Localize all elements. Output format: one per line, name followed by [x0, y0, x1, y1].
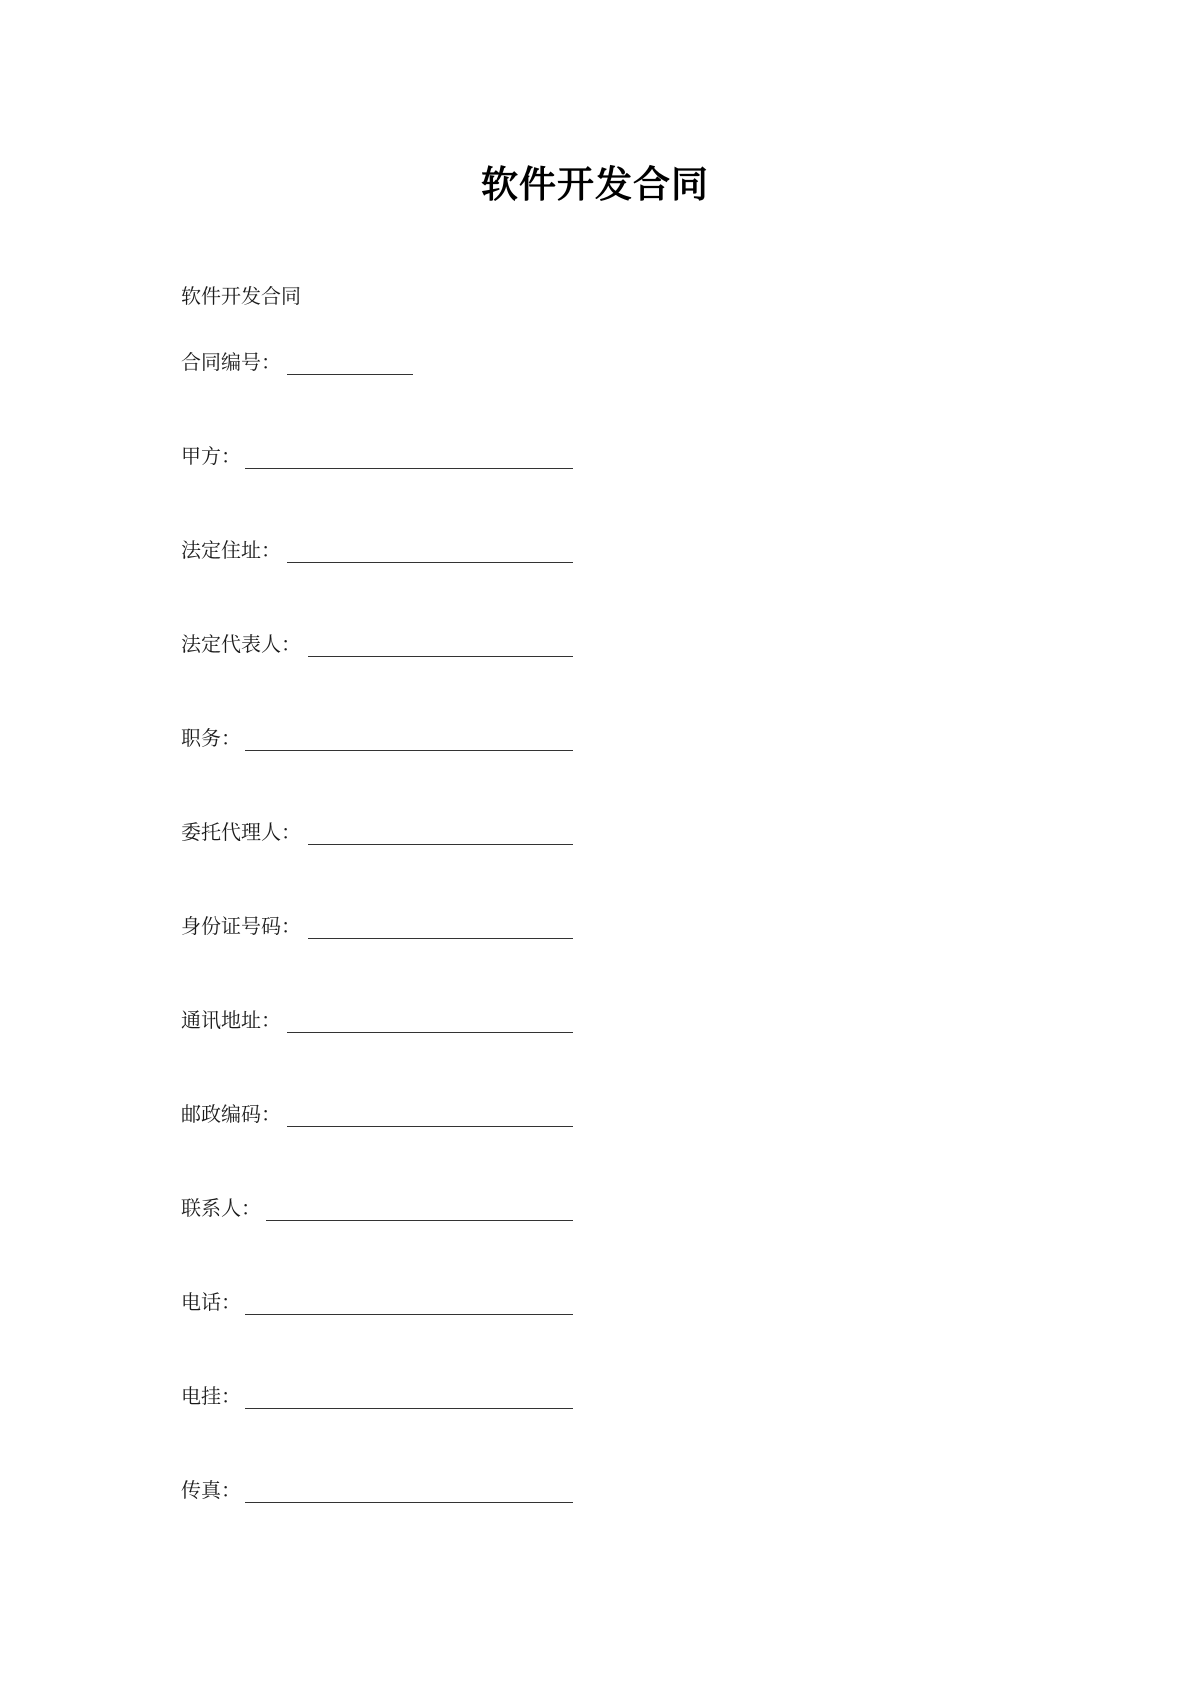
fill-in-blank[interactable]	[287, 1126, 573, 1127]
field-label: 联系人：	[181, 1196, 261, 1220]
field-authorized-agent	[181, 818, 301, 848]
field-postal-code	[181, 1100, 281, 1130]
field-contract-number	[181, 348, 281, 378]
fill-in-blank[interactable]	[245, 468, 573, 469]
field-label: 法定代表人：	[181, 632, 301, 656]
field-position	[181, 724, 241, 754]
fill-in-blank[interactable]	[245, 1408, 573, 1409]
fill-in-blank[interactable]	[308, 844, 573, 845]
field-label: 职务：	[181, 726, 241, 750]
field-label: 电挂：	[181, 1384, 241, 1408]
field-legal-representative	[181, 630, 301, 660]
field-label: 通讯地址：	[181, 1008, 281, 1032]
field-label: 委托代理人：	[181, 820, 301, 844]
fill-in-blank[interactable]	[266, 1220, 573, 1221]
field-telegraph	[181, 1382, 241, 1412]
field-party-a	[181, 442, 241, 472]
field-telephone	[181, 1288, 241, 1318]
field-label: 电话：	[181, 1290, 241, 1314]
field-label: 合同编号：	[181, 350, 281, 374]
field-label: 身份证号码：	[181, 914, 301, 938]
field-legal-address	[181, 536, 281, 566]
field-label: 邮政编码：	[181, 1102, 281, 1126]
field-mailing-address	[181, 1006, 281, 1036]
field-label: 法定住址：	[181, 538, 281, 562]
fill-in-blank[interactable]	[245, 1502, 573, 1503]
fill-in-blank[interactable]	[245, 1314, 573, 1315]
field-id-number	[181, 912, 301, 942]
field-fax	[181, 1476, 241, 1506]
fill-in-blank[interactable]	[287, 1032, 573, 1033]
document-title: 软件开发合同	[481, 162, 709, 206]
fill-in-blank[interactable]	[245, 750, 573, 751]
fill-in-blank[interactable]	[308, 656, 573, 657]
field-contact-person	[181, 1194, 261, 1224]
fill-in-blank[interactable]	[287, 374, 413, 375]
field-label: 甲方：	[181, 444, 241, 468]
fill-in-blank[interactable]	[308, 938, 573, 939]
document-subtitle: 软件开发合同	[181, 284, 301, 308]
field-label: 传真：	[181, 1478, 241, 1502]
fill-in-blank[interactable]	[287, 562, 573, 563]
